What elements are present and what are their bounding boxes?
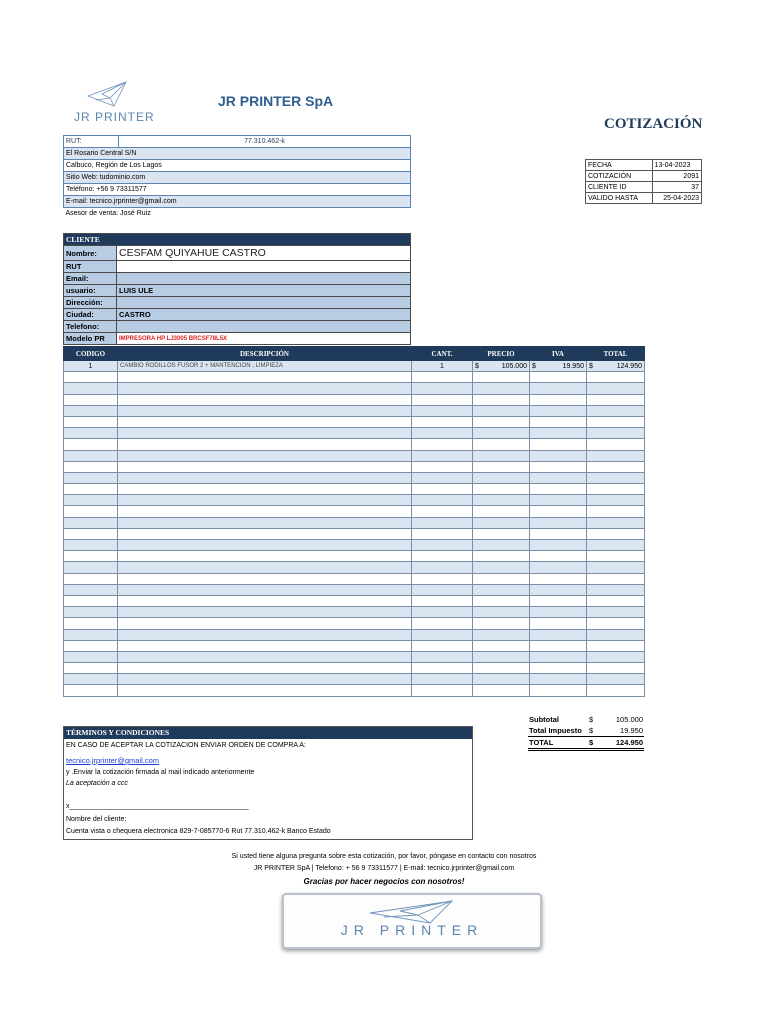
footer-logo-text: JR PRINTER bbox=[340, 922, 484, 938]
empty-cell bbox=[64, 595, 118, 606]
printer-model-value: IMPRESORA HP LJ3005 BRCSF78L5X bbox=[117, 333, 411, 345]
currency-symbol: $ bbox=[532, 362, 536, 370]
empty-cell bbox=[473, 416, 530, 427]
empty-cell bbox=[64, 651, 118, 662]
table-row-empty bbox=[64, 674, 645, 685]
empty-cell bbox=[587, 640, 645, 651]
empty-cell bbox=[530, 383, 587, 394]
empty-cell bbox=[587, 629, 645, 640]
table-row-empty bbox=[64, 663, 645, 674]
meta-label: COTIZACIÓN bbox=[586, 171, 653, 182]
items-table bbox=[63, 346, 645, 697]
meta-value: 2091 bbox=[652, 171, 701, 182]
currency-symbol: $ bbox=[589, 715, 594, 724]
empty-cell bbox=[473, 640, 530, 651]
empty-cell bbox=[473, 428, 530, 439]
empty-cell bbox=[412, 394, 473, 405]
terms-line-1: EN CASO DE ACEPTAR LA COTIZACION ENVIAR ORDEN DE COMPRA A: bbox=[66, 742, 306, 749]
empty-cell bbox=[64, 562, 118, 573]
empty-cell bbox=[64, 584, 118, 595]
client-rut-value bbox=[117, 261, 411, 273]
empty-cell bbox=[118, 484, 412, 495]
empty-cell bbox=[412, 573, 473, 584]
empty-cell bbox=[64, 461, 118, 472]
empty-cell bbox=[118, 640, 412, 651]
table-row-empty bbox=[64, 472, 645, 483]
empty-cell bbox=[412, 551, 473, 562]
rut-label: RUT: bbox=[64, 136, 119, 148]
empty-cell bbox=[530, 551, 587, 562]
empty-cell bbox=[118, 685, 412, 696]
totals-table bbox=[528, 714, 644, 751]
empty-cell bbox=[530, 651, 587, 662]
company-region: Calbuco, Región de Los Lagos bbox=[64, 160, 411, 172]
empty-cell bbox=[118, 416, 412, 427]
paper-plane-icon bbox=[66, 78, 176, 112]
empty-cell bbox=[64, 607, 118, 618]
empty-cell bbox=[530, 618, 587, 629]
subtotal-label: Subtotal bbox=[529, 715, 559, 724]
empty-cell bbox=[530, 394, 587, 405]
empty-cell bbox=[473, 383, 530, 394]
empty-cell bbox=[118, 372, 412, 383]
empty-cell bbox=[587, 450, 645, 461]
empty-cell bbox=[118, 517, 412, 528]
table-row-empty bbox=[64, 405, 645, 416]
meta-value: 13-04-2023 bbox=[652, 160, 701, 171]
empty-cell bbox=[587, 383, 645, 394]
company-logo bbox=[66, 78, 176, 126]
client-phone-label: Telefono: bbox=[64, 321, 117, 333]
empty-cell bbox=[587, 428, 645, 439]
empty-cell bbox=[530, 416, 587, 427]
client-rut-label: RUT bbox=[64, 261, 117, 273]
empty-cell bbox=[530, 461, 587, 472]
empty-cell bbox=[473, 528, 530, 539]
client-city-value: CASTRO bbox=[117, 309, 411, 321]
empty-cell bbox=[118, 428, 412, 439]
terms-line-2: y .Enviar la cotización firmada al mail indicado anteriormente bbox=[66, 769, 255, 776]
empty-cell bbox=[530, 528, 587, 539]
empty-cell bbox=[118, 495, 412, 506]
empty-cell bbox=[412, 674, 473, 685]
empty-cell bbox=[412, 651, 473, 662]
client-user-value: LUIS ULE bbox=[117, 285, 411, 297]
empty-cell bbox=[118, 663, 412, 674]
table-row-empty bbox=[64, 629, 645, 640]
client-address-label: Dirección: bbox=[64, 297, 117, 309]
empty-cell bbox=[118, 562, 412, 573]
empty-cell bbox=[587, 484, 645, 495]
currency-symbol: $ bbox=[588, 737, 598, 750]
empty-cell bbox=[530, 607, 587, 618]
empty-cell bbox=[587, 405, 645, 416]
empty-cell bbox=[530, 495, 587, 506]
empty-cell bbox=[530, 674, 587, 685]
table-row-empty bbox=[64, 651, 645, 662]
empty-cell bbox=[587, 540, 645, 551]
empty-cell bbox=[530, 405, 587, 416]
printer-model-label: Modelo PR bbox=[64, 333, 117, 345]
empty-cell bbox=[587, 562, 645, 573]
empty-cell bbox=[412, 461, 473, 472]
empty-cell bbox=[530, 472, 587, 483]
empty-cell bbox=[473, 517, 530, 528]
empty-cell bbox=[118, 551, 412, 562]
footer-logo bbox=[282, 893, 542, 949]
empty-cell bbox=[587, 651, 645, 662]
item-total: $ 124.950 bbox=[587, 361, 645, 372]
empty-cell bbox=[118, 674, 412, 685]
empty-cell bbox=[64, 663, 118, 674]
terms-box bbox=[63, 726, 473, 840]
meta-value: 37 bbox=[652, 182, 701, 193]
empty-cell bbox=[473, 685, 530, 696]
table-row-empty bbox=[64, 394, 645, 405]
item-code: 1 bbox=[64, 361, 118, 372]
client-address-value bbox=[117, 297, 411, 309]
empty-cell bbox=[64, 640, 118, 651]
empty-cell bbox=[118, 573, 412, 584]
empty-cell bbox=[473, 607, 530, 618]
col-header-price: PRECIO bbox=[473, 347, 530, 361]
col-header-code: CODIGO bbox=[64, 347, 118, 361]
empty-cell bbox=[473, 573, 530, 584]
meta-value: 25-04-2023 bbox=[652, 193, 701, 204]
empty-cell bbox=[412, 484, 473, 495]
table-row-empty bbox=[64, 484, 645, 495]
empty-cell bbox=[587, 461, 645, 472]
company-address: El Rosario Central S/N bbox=[64, 148, 411, 160]
currency-symbol: $ bbox=[589, 362, 593, 370]
empty-cell bbox=[473, 663, 530, 674]
empty-cell bbox=[412, 439, 473, 450]
empty-cell bbox=[412, 562, 473, 573]
empty-cell bbox=[64, 394, 118, 405]
empty-cell bbox=[412, 450, 473, 461]
empty-cell bbox=[587, 372, 645, 383]
empty-cell bbox=[473, 495, 530, 506]
payment-info: Cuenta vista o chequera electronica 829-7-085770-6 Rut 77.310.462-k Banco Estado bbox=[66, 828, 331, 835]
table-row-empty bbox=[64, 495, 645, 506]
empty-cell bbox=[530, 595, 587, 606]
subtotal-value: 105.000 bbox=[615, 715, 643, 724]
sales-advisor: Asesor de venta: José Ruiz bbox=[64, 208, 411, 220]
table-row-empty bbox=[64, 607, 645, 618]
col-header-iva: IVA bbox=[530, 347, 587, 361]
item-price: $ 105.000 bbox=[473, 361, 530, 372]
empty-cell bbox=[64, 439, 118, 450]
empty-cell bbox=[64, 674, 118, 685]
company-phone: Teléfono: +56 9 73311577 bbox=[64, 184, 411, 196]
empty-cell bbox=[473, 506, 530, 517]
empty-cell bbox=[118, 618, 412, 629]
client-name-value: CESFAM QUIYAHUE CASTRO bbox=[117, 246, 411, 261]
empty-cell bbox=[118, 472, 412, 483]
table-row-empty bbox=[64, 551, 645, 562]
empty-cell bbox=[412, 685, 473, 696]
empty-cell bbox=[412, 528, 473, 539]
footer-contact-note: Si usted tiene alguna pregunta sobre esta cotización, por favor, póngase en contacto con nosotros bbox=[231, 853, 537, 860]
terms-email-link[interactable]: tecnico.jrprinter@gmail.com bbox=[66, 756, 160, 765]
empty-cell bbox=[587, 517, 645, 528]
table-row bbox=[64, 361, 645, 372]
footer-contact-details: JR PRINTER SpA | Telefono: + 56 9 73311577 | E-mail: tecnico.jrprinter@gmail.com bbox=[253, 865, 515, 872]
footer-thanks: Gracias por hacer negocios con nosotros! bbox=[303, 877, 465, 886]
empty-cell bbox=[587, 551, 645, 562]
empty-cell bbox=[473, 394, 530, 405]
empty-cell bbox=[412, 640, 473, 651]
client-table bbox=[63, 233, 411, 345]
empty-cell bbox=[118, 383, 412, 394]
empty-cell bbox=[64, 618, 118, 629]
empty-cell bbox=[64, 551, 118, 562]
col-header-total: TOTAL bbox=[587, 347, 645, 361]
empty-cell bbox=[530, 640, 587, 651]
table-row-empty bbox=[64, 685, 645, 696]
empty-cell bbox=[473, 439, 530, 450]
rut-value: 77.310.462-k bbox=[119, 136, 411, 148]
empty-cell bbox=[64, 405, 118, 416]
client-phone-value bbox=[117, 321, 411, 333]
empty-cell bbox=[64, 428, 118, 439]
tax-label: Total Impuesto bbox=[529, 726, 582, 735]
empty-cell bbox=[587, 506, 645, 517]
empty-cell bbox=[473, 372, 530, 383]
empty-cell bbox=[412, 540, 473, 551]
empty-cell bbox=[64, 495, 118, 506]
empty-cell bbox=[412, 618, 473, 629]
empty-cell bbox=[473, 405, 530, 416]
total-label: TOTAL bbox=[528, 737, 588, 750]
empty-cell bbox=[412, 663, 473, 674]
empty-cell bbox=[530, 562, 587, 573]
item-description: CAMBIO RODILLOS FUSOR 2 + MANTENCION , LIMPIEZA bbox=[118, 361, 412, 372]
empty-cell bbox=[412, 372, 473, 383]
table-row-empty bbox=[64, 618, 645, 629]
table-row-empty bbox=[64, 528, 645, 539]
table-row-empty bbox=[64, 640, 645, 651]
table-row-empty bbox=[64, 450, 645, 461]
empty-cell bbox=[473, 461, 530, 472]
empty-cell bbox=[530, 439, 587, 450]
empty-cell bbox=[587, 573, 645, 584]
meta-label: VALIDO HASTA bbox=[586, 193, 653, 204]
empty-cell bbox=[530, 573, 587, 584]
item-iva: $ 19.950 bbox=[530, 361, 587, 372]
empty-cell bbox=[530, 450, 587, 461]
quote-meta-table bbox=[585, 159, 702, 204]
empty-cell bbox=[118, 540, 412, 551]
empty-cell bbox=[412, 584, 473, 595]
total-value: 124.950 bbox=[598, 737, 644, 750]
empty-cell bbox=[64, 472, 118, 483]
table-row-empty bbox=[64, 506, 645, 517]
terms-line-3: La aceptación a ccc bbox=[66, 780, 128, 787]
empty-cell bbox=[587, 595, 645, 606]
item-qty: 1 bbox=[412, 361, 473, 372]
company-email: E-mail: tecnico.jrprinter@gmail.com bbox=[64, 196, 411, 208]
client-name-line: Nombre del cliente: bbox=[66, 816, 127, 823]
empty-cell bbox=[473, 551, 530, 562]
table-row-empty bbox=[64, 383, 645, 394]
col-header-description: DESCRIPCIÓN bbox=[118, 347, 412, 361]
empty-cell bbox=[587, 674, 645, 685]
empty-cell bbox=[587, 663, 645, 674]
empty-cell bbox=[530, 540, 587, 551]
company-info-table bbox=[63, 135, 411, 219]
empty-cell bbox=[412, 595, 473, 606]
empty-cell bbox=[118, 629, 412, 640]
empty-cell bbox=[118, 528, 412, 539]
empty-cell bbox=[473, 618, 530, 629]
company-web: Sitio Web: tudominio.com bbox=[64, 172, 411, 184]
empty-cell bbox=[412, 383, 473, 394]
empty-cell bbox=[64, 629, 118, 640]
empty-cell bbox=[587, 618, 645, 629]
empty-cell bbox=[587, 416, 645, 427]
empty-cell bbox=[118, 584, 412, 595]
empty-cell bbox=[118, 595, 412, 606]
empty-cell bbox=[587, 495, 645, 506]
empty-cell bbox=[412, 506, 473, 517]
empty-cell bbox=[118, 439, 412, 450]
empty-cell bbox=[473, 629, 530, 640]
empty-cell bbox=[587, 607, 645, 618]
client-user-label: usuario: bbox=[64, 285, 117, 297]
meta-label: FECHA bbox=[586, 160, 653, 171]
empty-cell bbox=[64, 573, 118, 584]
client-city-label: Ciudad: bbox=[64, 309, 117, 321]
empty-cell bbox=[64, 517, 118, 528]
empty-cell bbox=[64, 685, 118, 696]
table-row-empty bbox=[64, 517, 645, 528]
empty-cell bbox=[118, 651, 412, 662]
empty-cell bbox=[412, 517, 473, 528]
empty-cell bbox=[530, 584, 587, 595]
table-row-empty bbox=[64, 461, 645, 472]
signature-line: x______________________________________________ bbox=[66, 803, 249, 810]
empty-cell bbox=[473, 484, 530, 495]
empty-cell bbox=[587, 439, 645, 450]
empty-cell bbox=[587, 685, 645, 696]
client-email-value bbox=[117, 273, 411, 285]
empty-cell bbox=[587, 472, 645, 483]
table-row-empty bbox=[64, 428, 645, 439]
empty-cell bbox=[64, 528, 118, 539]
table-row-empty bbox=[64, 573, 645, 584]
empty-cell bbox=[118, 461, 412, 472]
client-email-label: Email: bbox=[64, 273, 117, 285]
empty-cell bbox=[412, 495, 473, 506]
empty-cell bbox=[473, 540, 530, 551]
table-row-empty bbox=[64, 562, 645, 573]
empty-cell bbox=[118, 405, 412, 416]
empty-cell bbox=[587, 584, 645, 595]
empty-cell bbox=[64, 416, 118, 427]
empty-cell bbox=[473, 595, 530, 606]
empty-cell bbox=[64, 450, 118, 461]
empty-cell bbox=[473, 584, 530, 595]
empty-cell bbox=[64, 506, 118, 517]
table-row-empty bbox=[64, 584, 645, 595]
currency-symbol: $ bbox=[475, 362, 479, 370]
empty-cell bbox=[118, 394, 412, 405]
empty-cell bbox=[118, 450, 412, 461]
empty-cell bbox=[473, 651, 530, 662]
empty-cell bbox=[530, 517, 587, 528]
client-header: CLIENTE bbox=[64, 234, 411, 246]
empty-cell bbox=[473, 450, 530, 461]
empty-cell bbox=[530, 629, 587, 640]
meta-label: CLIENTE ID bbox=[586, 182, 653, 193]
empty-cell bbox=[587, 528, 645, 539]
empty-cell bbox=[64, 484, 118, 495]
empty-cell bbox=[412, 416, 473, 427]
empty-cell bbox=[587, 394, 645, 405]
terms-header: TÉRMINOS Y CONDICIONES bbox=[64, 727, 472, 739]
empty-cell bbox=[530, 685, 587, 696]
empty-cell bbox=[118, 607, 412, 618]
empty-cell bbox=[530, 484, 587, 495]
empty-cell bbox=[530, 663, 587, 674]
client-name-label: Nombre: bbox=[64, 246, 117, 261]
empty-cell bbox=[64, 383, 118, 394]
logo-text: JR PRINTER bbox=[74, 110, 155, 124]
currency-symbol: $ bbox=[589, 726, 594, 735]
empty-cell bbox=[412, 428, 473, 439]
table-row-empty bbox=[64, 372, 645, 383]
empty-cell bbox=[530, 428, 587, 439]
empty-cell bbox=[412, 405, 473, 416]
empty-cell bbox=[412, 472, 473, 483]
table-row-empty bbox=[64, 439, 645, 450]
empty-cell bbox=[64, 372, 118, 383]
empty-cell bbox=[118, 506, 412, 517]
company-name: JR PRINTER SpA bbox=[218, 93, 334, 109]
empty-cell bbox=[473, 562, 530, 573]
empty-cell bbox=[530, 506, 587, 517]
table-row-empty bbox=[64, 595, 645, 606]
table-row-empty bbox=[64, 416, 645, 427]
empty-cell bbox=[412, 629, 473, 640]
tax-value: 19.950 bbox=[620, 726, 643, 735]
empty-cell bbox=[473, 472, 530, 483]
document-title: COTIZACIÓN bbox=[604, 116, 703, 132]
empty-cell bbox=[412, 607, 473, 618]
col-header-qty: CANT. bbox=[412, 347, 473, 361]
empty-cell bbox=[530, 372, 587, 383]
table-row-empty bbox=[64, 540, 645, 551]
empty-cell bbox=[473, 674, 530, 685]
empty-cell bbox=[64, 540, 118, 551]
